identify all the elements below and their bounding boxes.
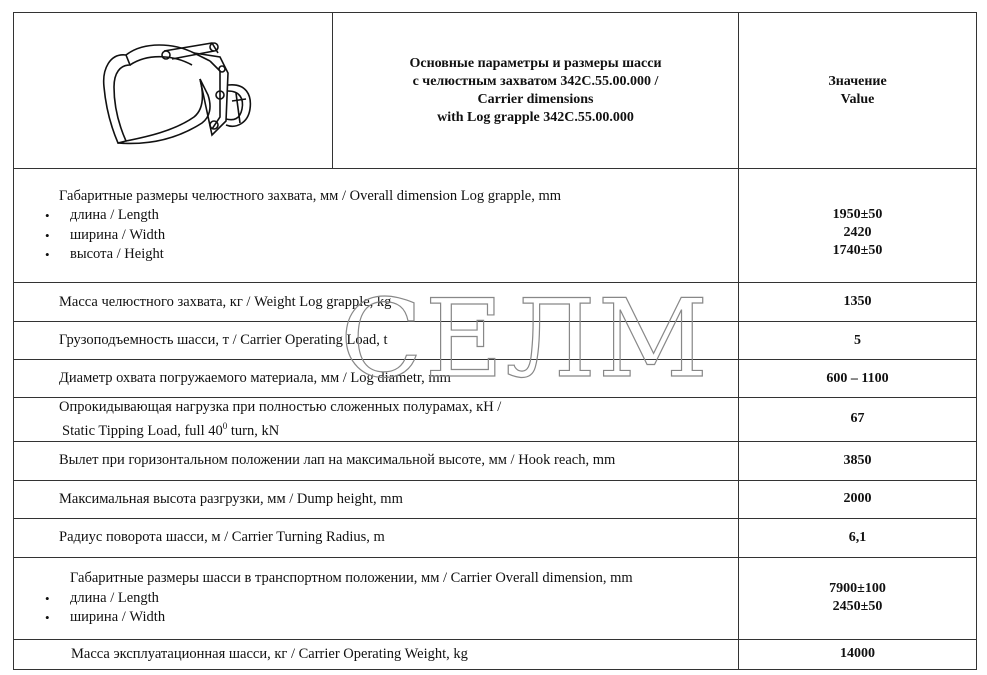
header-image-cell	[14, 13, 333, 169]
value-line: 1950±50	[832, 206, 883, 222]
table-row	[14, 398, 977, 442]
param-label-sup: 0	[222, 421, 228, 431]
list-item: • ширина / Width	[14, 608, 738, 628]
header-value-line: Value	[840, 91, 875, 107]
param-cell	[14, 398, 739, 442]
table-row	[14, 441, 977, 480]
header-title-line: with Log grapple 342С.55.00.000	[437, 109, 634, 125]
param-cell	[14, 557, 739, 639]
value-cell	[739, 557, 977, 639]
param-label-text: Static Tipping Load, full 40	[62, 422, 223, 439]
value-line: 7900±100	[829, 581, 886, 597]
list-item: • длина / Length	[14, 206, 738, 226]
value-cell: 600 – 1100	[739, 360, 977, 398]
param-label: Габаритные размеры шасси в транспортном положении, мм / Carrier Overall dimension, mm	[70, 570, 633, 587]
param-cell	[14, 169, 739, 283]
spec-table	[13, 12, 977, 670]
value-line: 1740±50	[832, 242, 883, 258]
param-label: Масса эксплуатационная шасси, кг / Carrier Operating Weight, kg	[14, 639, 739, 669]
param-label: Грузоподъемность шасси, т / Carrier Operating Load, t	[14, 322, 739, 360]
value-cell: 67	[739, 398, 977, 442]
param-label: Вылет при горизонтальном положении лап на максимальной высоте, мм / Hook reach, mm	[14, 441, 739, 480]
value-line: 2450±50	[832, 599, 883, 615]
header-value-cell	[739, 13, 977, 169]
table-row	[14, 169, 977, 283]
header-title-line: Основные параметры и размеры шасси	[409, 55, 662, 71]
value-line: 2420	[843, 224, 872, 240]
value-cell: 3850	[739, 441, 977, 480]
value-cell	[739, 169, 977, 283]
table-row	[14, 480, 977, 518]
param-bullets	[14, 206, 738, 265]
param-bullets	[14, 589, 738, 628]
table-row	[14, 557, 977, 639]
value-cell: 1350	[739, 283, 977, 322]
table-row	[14, 360, 977, 398]
value-cell: 6,1	[739, 518, 977, 557]
table-row	[14, 322, 977, 360]
table-row	[14, 518, 977, 557]
header-title-line: с челюстным захватом 342С.55.00.000 /	[412, 73, 659, 89]
header-title-cell	[333, 13, 739, 169]
header-title-line: Carrier dimensions	[477, 91, 594, 107]
list-item: • ширина / Width	[14, 226, 738, 246]
param-label: Максимальная высота разгрузки, мм / Dump height, mm	[14, 480, 739, 518]
list-item: • длина / Length	[14, 589, 738, 609]
param-label: Диаметр охвата погружаемого материала, мм / Log diametr, mm	[14, 360, 739, 398]
param-label: Опрокидывающая нагрузка при полностью сложенных полурамах, кН /	[59, 399, 502, 415]
watermark-logo: СЕЛМ	[340, 277, 711, 402]
spec-sheet	[13, 12, 977, 664]
header-row	[14, 13, 977, 169]
value-cell: 5	[739, 322, 977, 360]
param-label: Радиус поворота шасси, м / Carrier Turning Radius, m	[14, 518, 739, 557]
list-item: • высота / Height	[14, 245, 738, 265]
header-value-line: Значение	[828, 73, 887, 89]
param-label-text: turn, kN	[227, 422, 280, 439]
table-row	[14, 639, 977, 669]
value-cell: 2000	[739, 480, 977, 518]
param-label: Масса челюстного захвата, кг / Weight Log grapple, kg	[14, 283, 739, 322]
value-cell: 14000	[739, 639, 977, 669]
log-grapple-drawing-icon	[14, 13, 332, 163]
param-label-line2	[59, 417, 738, 441]
param-label: Габаритные размеры челюстного захвата, мм / Overall dimension Log grapple, mm	[59, 187, 562, 204]
table-row	[14, 283, 977, 322]
